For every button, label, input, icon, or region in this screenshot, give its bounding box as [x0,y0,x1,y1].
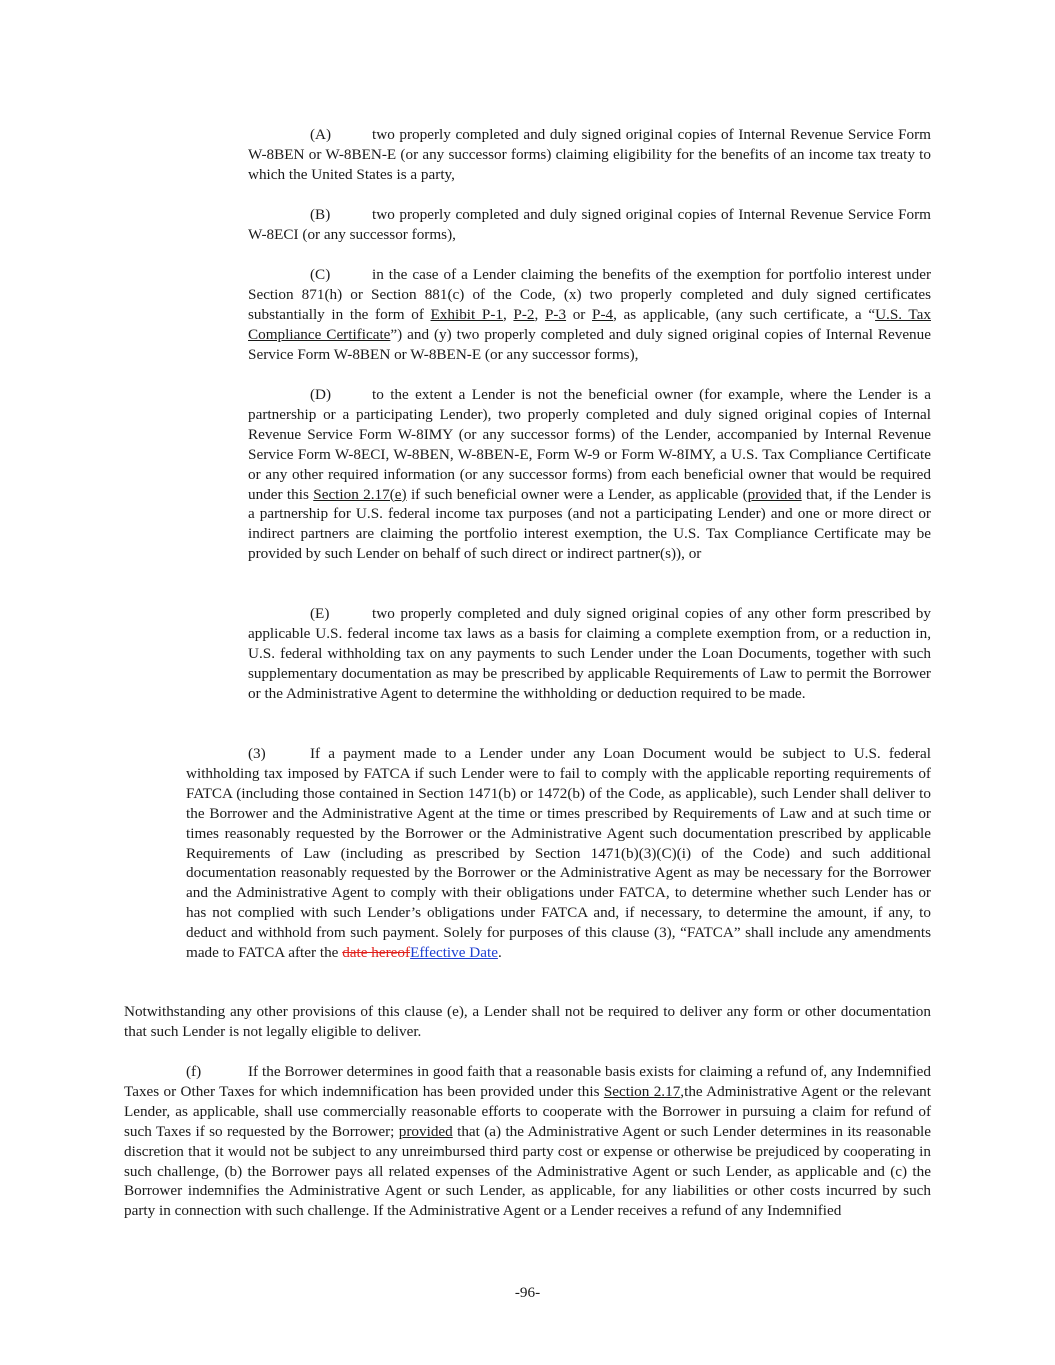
clause-c-text-3: ”) and (y) two properly completed and duly signed original copies of Internal Revenue Service Form W-8BEN or W-8BEN-E (or any successor forms), [248,325,931,363]
clause-c-text-2: , as applicable, (any such certificate, a “ [613,305,876,323]
exhibit-p3-ref: P-3 [544,305,567,323]
exhibit-p2-ref: P-2 [513,305,535,323]
clause-c-text-1: in the case of a Lender claiming the benefits of the exemption for portfolio interest under Section 871(h) or Section 881(c) of the Code, (x) two properly completed and duly signed certificates substantially in the form of [248,266,931,323]
clause-b [248,205,931,245]
clause-c-sep-2: , [534,305,545,323]
clause-3-text: If a payment made to a Lender under any Loan Document would be subject to U.S. federal withholding tax imposed by FATCA if such Lender were to fail to comply with the applicable reporting requirements of FATCA (including those contained in Section 1471(b) or 1472(b) of the Code, as applicable), such Lender shall deliver to the Borrower and the Administrative Agent at the time or times prescribed by Requirements of Law and at such time or times reasonably requested by the Borrower or the Administrative Agent such documentation prescribed by applicable Requirements of Law (including as prescribed by Section 1471(b)(3)(C)(i) of the Code) and such additional documentation reasonably requested by the Borrower or the Administrative Agent as may be necessary for the Borrower and the Administrative Agent to comply with their obligations under FATCA, to determine whether such Lender has or has not complied with such Lender’s obligations under FATCA and, if necessary, to determine the amount, if any, to deduct and withhold from such payment. Solely for purposes of this clause (3), “FATCA” shall include any amendments made to FATCA after the [186,745,931,962]
clause-d-text-1: to the extent a Lender is not the beneficial owner (for example, where the Lender is a partnership or a participating Lender), two properly completed and duly signed original copies of Internal Revenue Service Form W-8IMY (or any successor forms) of the Lender, accompanied by Internal Revenue Service Form W-8ECI, W-8BEN, W-8BEN-E, Form W-9 or Form W-8IMY, a U.S. Tax Compliance Certificate or any other required information (or any successor forms) from each beneficial owner that would be required under this [248,386,931,503]
exhibit-p1-ref: Exhibit P-1 [430,305,503,323]
provided-term-f: provided [398,1122,453,1140]
clause-f-text-1: If the Borrower determines in good faith that a reasonable basis exists for claiming a refund of, any Indemnified Taxes or Other Taxes for which indemnification has been provided under this [124,1063,931,1100]
clause-d-label: (D) [310,386,332,403]
deleted-text: date hereof [342,944,411,962]
clause-a-text: two properly completed and duly signed original copies of Internal Revenue Service Form W-8BEN or W-8BEN-E (or any successor forms) claiming eligibility for the benefits of an income tax treaty to which the United States is a party, [248,126,931,183]
notwithstanding-paragraph: Notwithstanding any other provisions of this clause (e), a Lender shall not be required to deliver any form or other documentation that such Lender is not legally eligible to deliver. [124,1003,931,1040]
clause-c-sep-1: , [502,305,514,323]
clause-c [248,265,931,365]
clause-a [248,125,931,185]
clause-d-text-2: if such beneficial owner were a Lender, as applicable ( [406,485,748,503]
clause-b-label: (B) [310,206,331,223]
clause-c-label: (C) [310,266,331,283]
clause-e [248,604,931,704]
clause-f [124,1062,931,1221]
section-2-17-ref: Section 2.17 [603,1082,681,1100]
tax-compliance-certificate-term: U.S. Tax Compliance Certificate [248,305,931,343]
clause-e-text: two properly completed and duly signed original copies of any other form prescribed by applicable U.S. federal income tax laws as a basis for claiming a complete exemption from, or a reduction in, U.S. federal withholding tax on any payments to such Lender under the Loan Documents, together with such supplementary documentation as may be prescribed by applicable Requirements of Law to permit the Borrower or the Administrative Agent to determine the withholding or deduction required to be made. [248,605,931,702]
exhibit-p4-ref: P-4 [592,305,614,323]
clause-3-label: (3) [248,745,266,762]
clause-3-end: . [497,944,502,962]
page-number: -96- [514,1284,541,1301]
clause-c-sep-3: or [566,305,593,323]
clause-3 [186,744,931,963]
clause-b-text: two properly completed and duly signed original copies of Internal Revenue Service Form W-8ECI (or any successor forms), [248,206,931,243]
clause-a-label: (A) [310,126,332,143]
provided-term: provided [747,485,802,503]
section-2-17-e-ref: Section 2.17(e) [313,485,407,503]
clause-f-text-3: that (a) the Administrative Agent or such Lender determines in its reasonable discretion that it would not be subject to any unreimbursed third party cost or expense or otherwise be prejudiced by cooperating in such challenge, (b) the Borrower pays all related expenses of the Administrative Agent or such Lender, as applicable and (c) the Borrower indemnifies the Administrative Agent or such Lender, as applicable, for any liabilities or other costs incurred by such party in connection with such challenge. If the Administrative Agent or a Lender receives a refund of any Indemnified [124,1122,932,1220]
inserted-text: Effective Date [410,944,498,962]
clause-e-label: (E) [310,605,330,622]
clause-f-label: (f) [186,1063,202,1080]
clause-d [248,385,931,564]
clause-f-text-2: ,the Administrative Agent or the relevant Lender, as applicable, shall use commercially reasonable efforts to cooperate with the Borrower in pursuing a claim for refund of such Taxes if so requested by the Borrower; [124,1082,931,1140]
clause-d-text-3: that, if the Lender is a partnership for U.S. federal income tax purposes (and not a participating Lender) and one or more direct or indirect partners are claiming the portfolio interest exemption, the U.S. Tax Compliance Certificate may be provided by such Lender on behalf of such direct or indirect partner(s)), or [248,485,931,563]
